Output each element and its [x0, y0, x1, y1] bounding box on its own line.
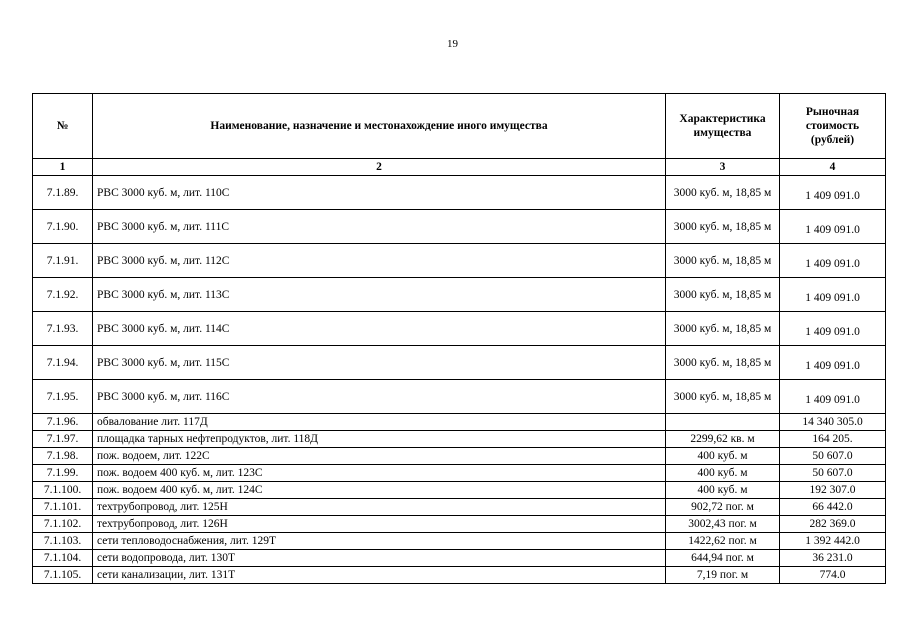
row-value: 164 205.: [780, 431, 886, 448]
row-number: 7.1.89.: [33, 176, 93, 210]
row-characteristic: 3002,43 пог. м: [666, 516, 780, 533]
table-row: [33, 567, 886, 584]
row-characteristic: 3000 куб. м, 18,85 м: [666, 346, 780, 380]
row-name: РВС 3000 куб. м, лит. 111С: [93, 210, 666, 244]
row-characteristic: 3000 куб. м, 18,85 м: [666, 176, 780, 210]
row-number: 7.1.100.: [33, 482, 93, 499]
row-name: РВС 3000 куб. м, лит. 110С: [93, 176, 666, 210]
row-characteristic: 1422,62 пог. м: [666, 533, 780, 550]
table-row: [33, 482, 886, 499]
row-number: 7.1.95.: [33, 380, 93, 414]
row-name: сети водопровода, лит. 130Т: [93, 550, 666, 567]
table-row: [33, 380, 886, 414]
row-value: 1 409 091.0: [780, 278, 886, 312]
table-row: [33, 516, 886, 533]
page-number: 19: [447, 38, 458, 50]
row-characteristic: 644,94 пог. м: [666, 550, 780, 567]
table-row: [33, 176, 886, 210]
row-characteristic: 3000 куб. м, 18,85 м: [666, 244, 780, 278]
row-characteristic: 3000 куб. м, 18,85 м: [666, 278, 780, 312]
row-characteristic: 2299,62 кв. м: [666, 431, 780, 448]
row-characteristic: 3000 куб. м, 18,85 м: [666, 210, 780, 244]
row-value: 1 392 442.0: [780, 533, 886, 550]
row-name: пож. водоем, лит. 122С: [93, 448, 666, 465]
table-row: [33, 533, 886, 550]
column-number: 1: [33, 159, 93, 176]
row-number: 7.1.102.: [33, 516, 93, 533]
row-value: 282 369.0: [780, 516, 886, 533]
row-number: 7.1.98.: [33, 448, 93, 465]
row-name: пож. водоем 400 куб. м, лит. 124С: [93, 482, 666, 499]
row-value: 50 607.0: [780, 448, 886, 465]
row-value: 1 409 091.0: [780, 346, 886, 380]
row-characteristic: 400 куб. м: [666, 465, 780, 482]
row-value: 1 409 091.0: [780, 210, 886, 244]
row-characteristic: 902,72 пог. м: [666, 499, 780, 516]
row-number: 7.1.93.: [33, 312, 93, 346]
row-number: 7.1.105.: [33, 567, 93, 584]
table-row: [33, 499, 886, 516]
header-number: №: [33, 94, 93, 159]
row-value: 1 409 091.0: [780, 244, 886, 278]
row-value: 36 231.0: [780, 550, 886, 567]
row-name: обвалование лит. 117Д: [93, 414, 666, 431]
row-name: техтрубопровод, лит. 125Н: [93, 499, 666, 516]
row-value: 192 307.0: [780, 482, 886, 499]
row-name: РВС 3000 куб. м, лит. 114С: [93, 312, 666, 346]
row-name: РВС 3000 куб. м, лит. 113С: [93, 278, 666, 312]
row-value: 1 409 091.0: [780, 380, 886, 414]
row-characteristic: 3000 куб. м, 18,85 м: [666, 380, 780, 414]
row-name: РВС 3000 куб. м, лит. 116С: [93, 380, 666, 414]
row-number: 7.1.99.: [33, 465, 93, 482]
table-row: [33, 312, 886, 346]
row-value: 1 409 091.0: [780, 312, 886, 346]
row-name: пож. водоем 400 куб. м, лит. 123С: [93, 465, 666, 482]
row-characteristic: 400 куб. м: [666, 448, 780, 465]
row-characteristic: [666, 414, 780, 431]
row-number: 7.1.104.: [33, 550, 93, 567]
table-row: [33, 414, 886, 431]
column-number: 2: [93, 159, 666, 176]
row-name: площадка тарных нефтепродуктов, лит. 118Д: [93, 431, 666, 448]
row-value: 14 340 305.0: [780, 414, 886, 431]
column-number: 3: [666, 159, 780, 176]
row-number: 7.1.91.: [33, 244, 93, 278]
header-market-value: Рыночная стоимость (рублей): [780, 94, 886, 159]
row-characteristic: 7,19 пог. м: [666, 567, 780, 584]
column-number: 4: [780, 159, 886, 176]
table-row: [33, 431, 886, 448]
property-table: [32, 93, 886, 584]
row-number: 7.1.94.: [33, 346, 93, 380]
table-row: [33, 244, 886, 278]
row-name: РВС 3000 куб. м, лит. 115С: [93, 346, 666, 380]
column-number-row: [33, 159, 886, 176]
row-name: сети тепловодоснабжения, лит. 129Т: [93, 533, 666, 550]
table-row: [33, 278, 886, 312]
row-name: техтрубопровод, лит. 126Н: [93, 516, 666, 533]
table-row: [33, 448, 886, 465]
row-number: 7.1.92.: [33, 278, 93, 312]
row-value: 50 607.0: [780, 465, 886, 482]
table-header-row: [33, 94, 886, 159]
table-row: [33, 465, 886, 482]
table-row: [33, 210, 886, 244]
row-value: 774.0: [780, 567, 886, 584]
row-characteristic: 400 куб. м: [666, 482, 780, 499]
table-row: [33, 346, 886, 380]
table-row: [33, 550, 886, 567]
header-characteristic: Характеристика имущества: [666, 94, 780, 159]
row-value: 66 442.0: [780, 499, 886, 516]
row-name: РВС 3000 куб. м, лит. 112С: [93, 244, 666, 278]
row-number: 7.1.90.: [33, 210, 93, 244]
row-name: сети канализации, лит. 131Т: [93, 567, 666, 584]
row-number: 7.1.97.: [33, 431, 93, 448]
row-number: 7.1.96.: [33, 414, 93, 431]
row-number: 7.1.103.: [33, 533, 93, 550]
header-name: Наименование, назначение и местонахождение иного имущества: [93, 94, 666, 159]
row-characteristic: 3000 куб. м, 18,85 м: [666, 312, 780, 346]
row-value: 1 409 091.0: [780, 176, 886, 210]
row-number: 7.1.101.: [33, 499, 93, 516]
